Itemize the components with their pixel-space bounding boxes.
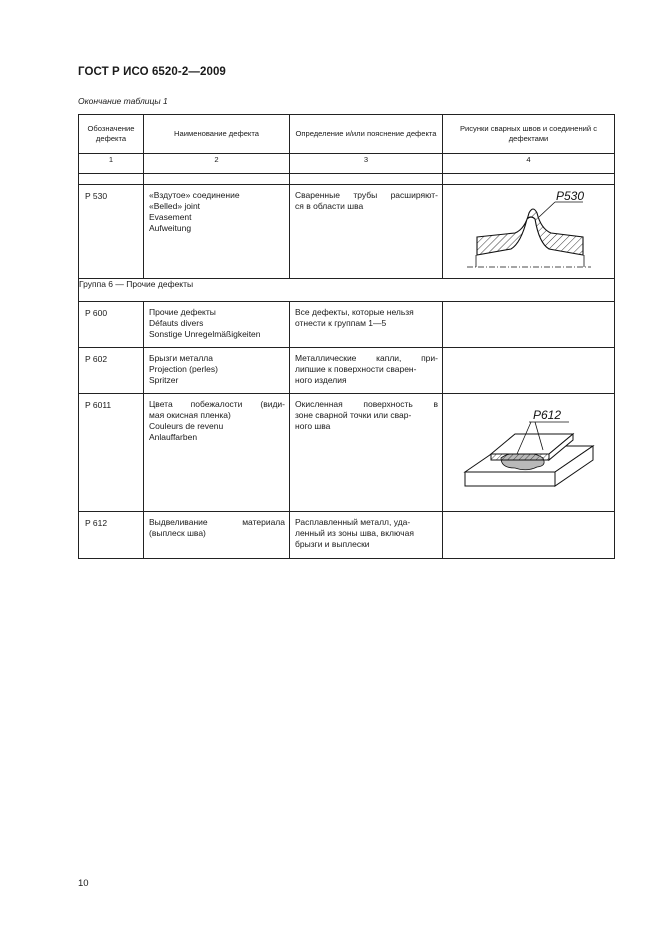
definition-line: ся в области шва <box>295 201 364 211</box>
belled-joint-figure <box>443 185 615 275</box>
defect-name <box>144 302 290 348</box>
figure-label: P612 <box>533 408 562 422</box>
table-row <box>79 394 615 512</box>
definition-line: ленный из зоны шва, включая <box>295 528 414 538</box>
definition-line: Все дефекты, которые нельзя <box>295 307 414 317</box>
name-line: (выплеск шва) <box>149 528 206 538</box>
defect-code: P 612 <box>79 512 144 559</box>
group-row <box>79 279 615 302</box>
table-caption: Окончание таблицы 1 <box>78 96 168 106</box>
definition-line: брызги и выплески <box>295 539 370 549</box>
defect-name <box>144 394 290 512</box>
defect-code: P 530 <box>79 185 144 279</box>
figure-label: P530 <box>556 189 585 203</box>
name-line: Выдвеливание материала <box>149 517 285 527</box>
header-definition: Определение и/или пояснение дефекта <box>290 115 443 154</box>
name-line: Projection (perles) <box>149 364 218 374</box>
name-line: Прочие дефекты <box>149 307 216 317</box>
defects-table <box>78 114 615 559</box>
defect-figure-cell <box>443 512 615 559</box>
definition-line: отнести к группам 1—5 <box>295 318 387 328</box>
definition-line: ного шва <box>295 421 331 431</box>
defect-code: P 600 <box>79 302 144 348</box>
name-line: Брызги металла <box>149 353 213 363</box>
table-row <box>79 302 615 348</box>
definition-line: липшие к поверхности сварен- <box>295 364 417 374</box>
table-header-row <box>79 115 615 154</box>
name-line: мая окисная пленка) <box>149 410 231 420</box>
defect-definition <box>290 394 443 512</box>
definition-line: Металлические капли, при- <box>295 353 438 363</box>
defect-definition <box>290 302 443 348</box>
defect-figure-cell <box>443 394 615 512</box>
name-line: Sonstige Unregelmäßigkeiten <box>149 329 261 339</box>
name-line: Défauts divers <box>149 318 204 328</box>
name-line: «Belled» joint <box>149 201 201 211</box>
name-line: Aufweitung <box>149 223 192 233</box>
name-line: Anlauffarben <box>149 432 198 442</box>
defect-figure-cell <box>443 302 615 348</box>
spacer-row <box>79 174 615 185</box>
name-line: Couleurs de revenu <box>149 421 224 431</box>
name-line: Spritzer <box>149 375 179 385</box>
header-figure: Рисунки сварных швов и соединений с дефектами <box>443 115 615 154</box>
defect-code: P 6011 <box>79 394 144 512</box>
lower-plate-front <box>465 472 555 486</box>
header-name: Наименование дефекта <box>144 115 290 154</box>
defect-definition <box>290 512 443 559</box>
column-number-row <box>79 154 615 174</box>
header-code: Обозначение дефекта <box>79 115 144 154</box>
definition-line: Окисленная поверхность в <box>295 399 438 409</box>
group-title: Группа 6 — Прочие дефекты <box>79 279 615 302</box>
page-number: 10 <box>78 878 89 889</box>
name-line: Цвета побежалости (види- <box>149 399 285 409</box>
column-number: 4 <box>443 154 615 174</box>
weld-section <box>477 209 583 255</box>
definition-line: Расплавленный металл, уда- <box>295 517 411 527</box>
leader-line <box>539 202 555 217</box>
definition-line: Сваренные трубы расширяют- <box>295 190 438 200</box>
table-row <box>79 512 615 559</box>
name-line: Evasement <box>149 212 192 222</box>
defect-name <box>144 512 290 559</box>
defect-definition <box>290 185 443 279</box>
column-number: 2 <box>144 154 290 174</box>
spot-weld-figure <box>443 394 615 508</box>
defect-name <box>144 348 290 394</box>
defect-figure-cell <box>443 348 615 394</box>
upper-strip-front <box>491 454 549 460</box>
defect-figure-cell <box>443 185 615 279</box>
table-row <box>79 185 615 279</box>
table-row <box>79 348 615 394</box>
name-line: «Вздутое» соединение <box>149 190 240 200</box>
defect-code: P 602 <box>79 348 144 394</box>
column-number: 3 <box>290 154 443 174</box>
definition-line: зоне сварной точки или свар- <box>295 410 412 420</box>
defect-definition <box>290 348 443 394</box>
document-title: ГОСТ Р ИСО 6520-2—2009 <box>78 66 226 78</box>
definition-line: ного изделия <box>295 375 347 385</box>
defect-name <box>144 185 290 279</box>
column-number: 1 <box>79 154 144 174</box>
